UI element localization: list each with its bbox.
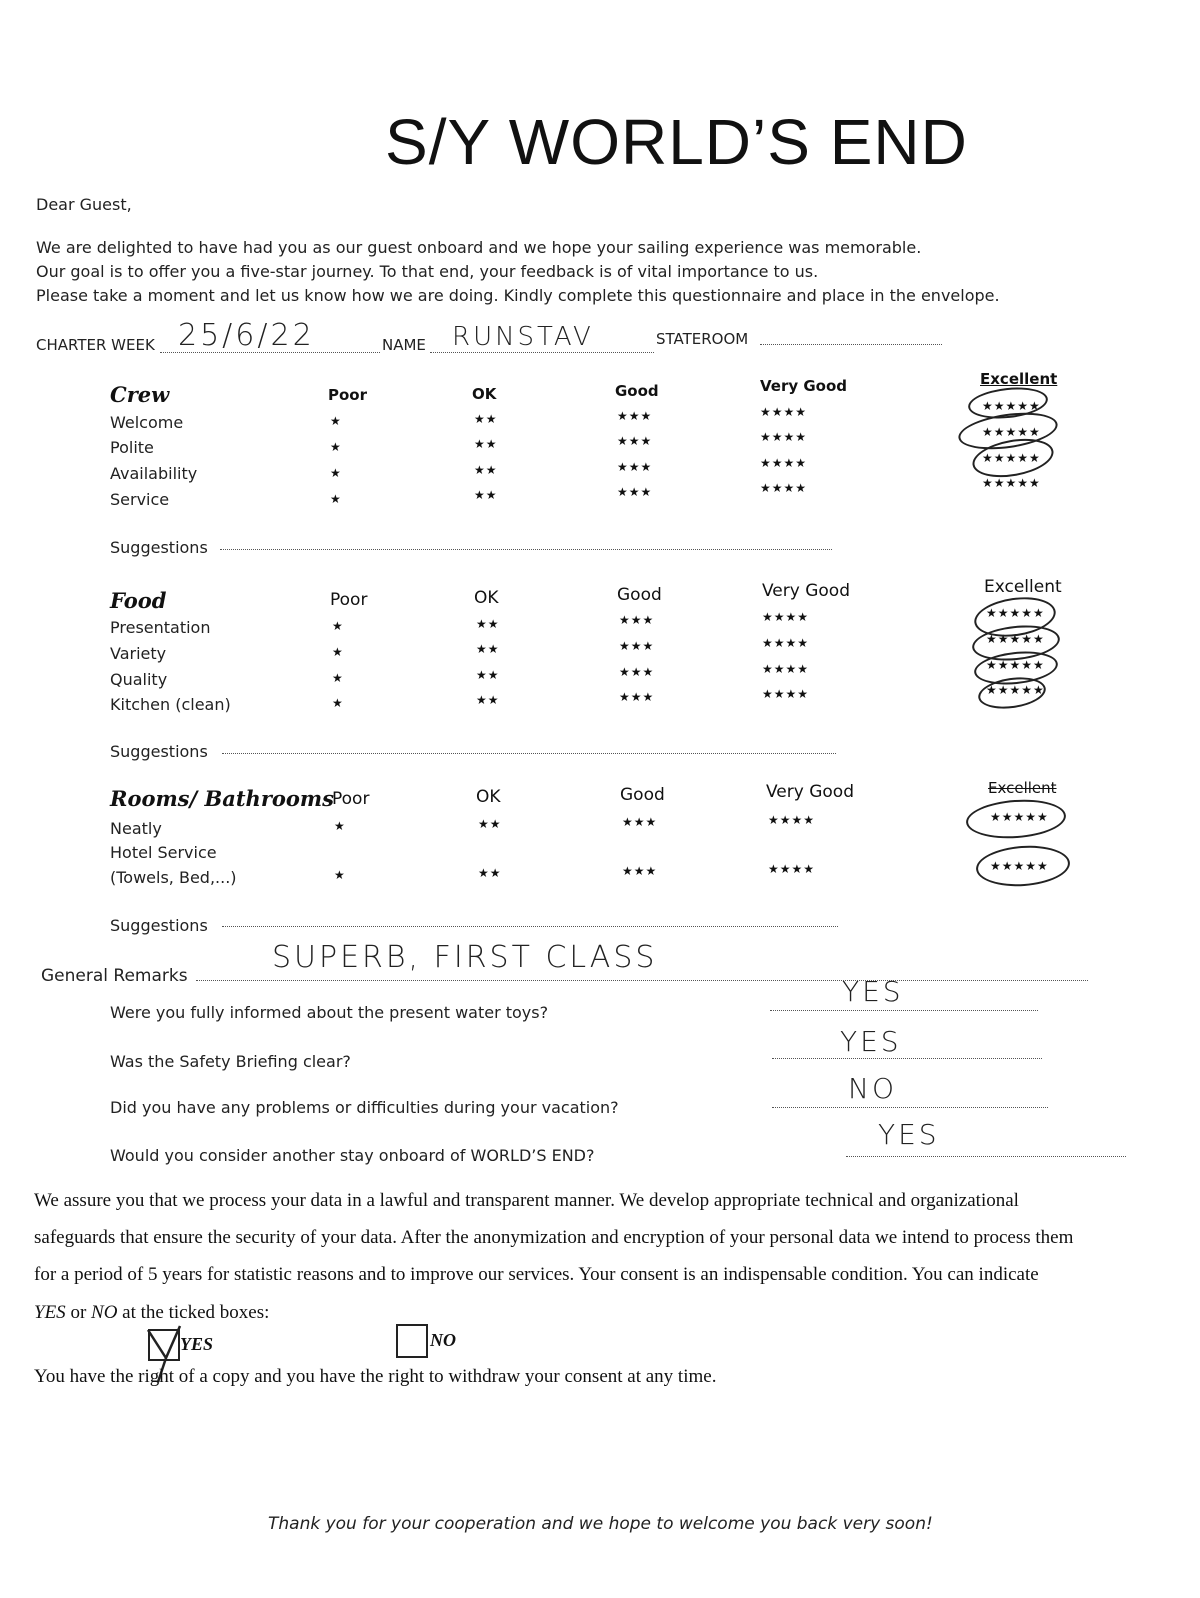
col-good: Good xyxy=(620,785,665,805)
rating-star[interactable]: ★★★★ xyxy=(768,862,816,876)
greeting: Dear Guest, xyxy=(36,195,132,214)
crew-item: Polite xyxy=(110,438,154,457)
page-title: S/Y WORLD’S END xyxy=(385,106,968,178)
col-good: Good xyxy=(617,585,662,605)
col-ok: OK xyxy=(472,385,497,403)
rating-star[interactable]: ★★ xyxy=(474,463,498,477)
rating-star-selected[interactable]: ★★★★★ xyxy=(986,606,1045,620)
col-excellent: Excellent xyxy=(980,370,1058,388)
general-remarks-field[interactable]: SUPERB, FIRST CLASS xyxy=(272,940,658,975)
food-suggestions-field[interactable] xyxy=(222,753,836,754)
rating-star-selected[interactable]: ★★★★★ xyxy=(982,476,1041,490)
selection-circle xyxy=(975,843,1072,889)
rating-star-selected[interactable]: ★★★★★ xyxy=(990,810,1049,824)
rating-star[interactable]: ★★ xyxy=(474,412,498,426)
rating-star[interactable]: ★ xyxy=(330,414,342,428)
name-field[interactable]: RUNSTAV xyxy=(452,322,594,352)
answer-field[interactable]: YES xyxy=(878,1118,940,1151)
col-good: Good xyxy=(615,382,659,400)
charter-week-label: CHARTER WEEK xyxy=(36,336,155,354)
question-label: Were you fully informed about the present water toys? xyxy=(110,1003,549,1022)
rating-star-selected[interactable]: ★★★★★ xyxy=(982,451,1041,465)
rating-star[interactable]: ★ xyxy=(330,492,342,506)
charter-week-field[interactable]: 25/6/22 xyxy=(178,318,315,353)
rating-star[interactable]: ★ xyxy=(330,466,342,480)
col-poor: Poor xyxy=(332,789,370,809)
consent-copy-right: You have the right of a copy and you have the right to withdraw your consent at any time. xyxy=(34,1366,717,1387)
consent-line-3: for a period of 5 years for statistic reasons and to improve our services. Your consent is an indispensable condition. You can indicate xyxy=(34,1264,1039,1285)
crew-item: Service xyxy=(110,490,170,509)
rating-star[interactable]: ★★★★ xyxy=(762,636,810,650)
crew-suggestions-label: Suggestions xyxy=(110,538,208,557)
col-ok: OK xyxy=(476,787,501,807)
answer-field[interactable]: YES xyxy=(842,975,904,1008)
food-item: Presentation xyxy=(110,618,211,637)
name-label: NAME xyxy=(382,336,426,354)
rating-star[interactable]: ★ xyxy=(334,819,346,833)
crew-item: Welcome xyxy=(110,413,184,432)
rating-star[interactable]: ★★ xyxy=(478,817,502,831)
rating-star[interactable]: ★ xyxy=(332,619,344,633)
rating-star[interactable]: ★★★ xyxy=(617,460,653,474)
rooms-title: Rooms/ Bathrooms xyxy=(110,786,334,811)
rating-star-selected[interactable]: ★★★★★ xyxy=(982,399,1041,413)
rating-star[interactable]: ★★★★ xyxy=(760,405,808,419)
question-label: Did you have any problems or difficulties during your vacation? xyxy=(110,1098,619,1117)
col-very-good: Very Good xyxy=(766,782,854,802)
consent-yes-label: YES xyxy=(180,1334,214,1354)
rating-star[interactable]: ★★★ xyxy=(619,690,655,704)
rating-star[interactable]: ★★★★ xyxy=(760,456,808,470)
question-label: Was the Safety Briefing clear? xyxy=(110,1052,351,1071)
rating-star[interactable]: ★★ xyxy=(478,866,502,880)
answer-field[interactable]: YES xyxy=(840,1025,902,1058)
rating-star[interactable]: ★★ xyxy=(474,437,498,451)
rating-star[interactable]: ★ xyxy=(332,671,344,685)
rating-star[interactable]: ★★ xyxy=(476,617,500,631)
rooms-suggestions-field[interactable] xyxy=(222,926,838,927)
rating-star[interactable]: ★★★★ xyxy=(762,687,810,701)
rating-star[interactable]: ★★ xyxy=(476,668,500,682)
answer-field[interactable]: NO xyxy=(848,1072,897,1105)
question-label: Would you consider another stay onboard of WORLD’S END? xyxy=(110,1146,595,1165)
rating-star[interactable]: ★★★★ xyxy=(760,430,808,444)
food-item: Kitchen (clean) xyxy=(110,695,231,714)
col-poor: Poor xyxy=(330,590,368,610)
footer-thanks: Thank you for your cooperation and we hope to welcome you back very soon! xyxy=(268,1514,933,1534)
crew-title: Crew xyxy=(110,382,170,407)
rooms-item: (Towels, Bed,...) xyxy=(110,868,237,887)
intro-line-1: We are delighted to have had you as our guest onboard and we hope your sailing experience was memorable. xyxy=(36,238,922,257)
rating-star-selected[interactable]: ★★★★★ xyxy=(986,658,1045,672)
selection-circle xyxy=(965,797,1067,842)
col-excellent: Excellent xyxy=(988,779,1057,797)
rating-star[interactable]: ★ xyxy=(334,868,346,882)
rating-star[interactable]: ★★★ xyxy=(619,665,655,679)
rating-star-selected[interactable]: ★★★★★ xyxy=(986,632,1045,646)
stateroom-label: STATEROOM xyxy=(656,330,749,348)
col-poor: Poor xyxy=(328,386,368,404)
rating-star[interactable]: ★★★ xyxy=(622,864,658,878)
consent-no-checkbox[interactable] xyxy=(396,1324,428,1358)
rooms-item: Hotel Service xyxy=(110,843,217,862)
food-suggestions-label: Suggestions xyxy=(110,742,208,761)
rating-star[interactable]: ★ xyxy=(330,440,342,454)
rating-star[interactable]: ★★ xyxy=(476,693,500,707)
rating-star[interactable]: ★★★★ xyxy=(760,481,808,495)
consent-line-4: YES or NO at the ticked boxes: xyxy=(34,1302,270,1323)
intro-line-2: Our goal is to offer you a five-star journey. To that end, your feedback is of vital importance to us. xyxy=(36,262,819,281)
rating-star[interactable]: ★ xyxy=(332,696,344,710)
crew-suggestions-field[interactable] xyxy=(220,549,832,550)
rating-star[interactable]: ★★★★ xyxy=(768,813,816,827)
food-title: Food xyxy=(110,588,167,613)
rating-star[interactable]: ★★★★ xyxy=(762,662,810,676)
rating-star[interactable]: ★★ xyxy=(476,642,500,656)
rating-star[interactable]: ★ xyxy=(332,645,344,659)
col-very-good: Very Good xyxy=(762,581,850,601)
rooms-item: Neatly xyxy=(110,819,162,838)
rating-star[interactable]: ★★★ xyxy=(619,613,655,627)
col-excellent: Excellent xyxy=(984,577,1062,597)
food-item: Quality xyxy=(110,670,168,689)
crew-item: Availability xyxy=(110,464,198,483)
rating-star[interactable]: ★★★ xyxy=(622,815,658,829)
consent-line-2: safeguards that ensure the security of your data. After the anonymization and encryption of your personal data we intend to process them xyxy=(34,1227,1074,1248)
rooms-suggestions-label: Suggestions xyxy=(110,916,208,935)
rating-star[interactable]: ★★★ xyxy=(617,485,653,499)
stateroom-field[interactable] xyxy=(760,344,942,345)
rating-star[interactable]: ★★★★ xyxy=(762,610,810,624)
rating-star-selected[interactable]: ★★★★★ xyxy=(990,859,1049,873)
rating-star[interactable]: ★★★ xyxy=(619,639,655,653)
rating-star[interactable]: ★★★ xyxy=(617,434,653,448)
food-item: Variety xyxy=(110,644,167,663)
intro-line-3: Please take a moment and let us know how we are doing. Kindly complete this questionnaire and place in the envelope. xyxy=(36,286,1000,305)
consent-line-1: We assure you that we process your data in a lawful and transparent manner. We develop appropriate technical and organizational xyxy=(34,1190,1019,1211)
rating-star[interactable]: ★★★ xyxy=(617,409,653,423)
rating-star-selected[interactable]: ★★★★★ xyxy=(986,683,1045,697)
rating-star[interactable]: ★★ xyxy=(474,488,498,502)
consent-no-label: NO xyxy=(430,1330,456,1350)
general-remarks-label: General Remarks xyxy=(41,966,188,986)
rating-star-selected[interactable]: ★★★★★ xyxy=(982,425,1041,439)
col-very-good: Very Good xyxy=(760,377,848,395)
col-ok: OK xyxy=(474,588,499,608)
